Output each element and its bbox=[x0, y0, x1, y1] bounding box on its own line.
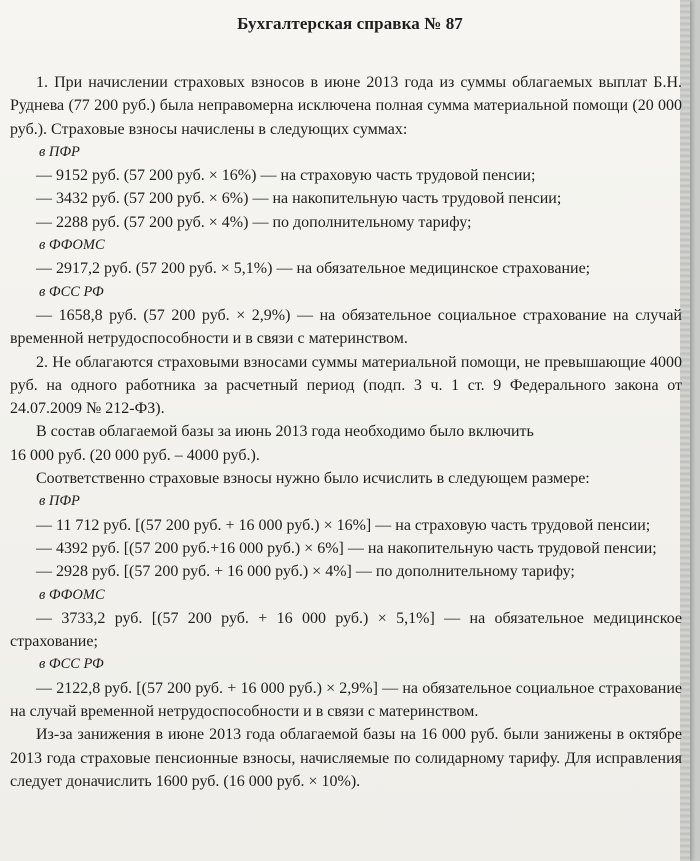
paragraph-3-line-1: В состав облагаемой базы за июнь 2013 года необходимо было включить bbox=[36, 423, 534, 441]
contribution-line: — 11 712 руб. [(57 200 руб. + 16 000 руб.) × 16%] — на страховую часть трудовой пенсии; bbox=[36, 516, 651, 534]
document-body bbox=[10, 71, 682, 793]
fund-label-ffoms: в ФФОМС bbox=[39, 586, 105, 603]
paragraph-3-line-2: 16 000 руб. (20 000 руб. – 4000 руб.). bbox=[10, 446, 260, 464]
contribution-line: — 3432 руб. (57 200 руб. × 6%) — на накопительную часть трудовой пенсии; bbox=[36, 190, 562, 208]
contribution-line: — 3733,2 руб. [(57 200 руб. + 16 000 руб.) × 5,1%] — на обязательное медицинское страхование; bbox=[10, 609, 682, 651]
paragraph-5: Из-за занижения в июне 2013 года облагаемой базы на 16 000 руб. были занижены в октябре 2013 года страховые пенсионные взносы, начисляемые по солидарному тарифу. Для исправления следует доначислить 1600 руб. (16 000 руб. × 10%). bbox=[10, 726, 682, 790]
fund-label-pfr: в ПФР bbox=[39, 493, 80, 510]
fund-label-ffoms: в ФФОМС bbox=[39, 237, 105, 254]
contribution-line: — 1658,8 руб. (57 200 руб. × 2,9%) — на обязательное социальное страхование на случай временной нетрудоспособности и в связи с материнством. bbox=[10, 306, 682, 348]
paragraph-1: 1. При начислении страховых взносов в июне 2013 года из суммы облагаемых выплат Б.Н. Руднева (77 200 руб.) была неправомерна исключена полная сумма материальной помощи (20 000 руб.). Страховые взносы начислены в следующих суммах: bbox=[10, 74, 682, 138]
paragraph-2: 2. Не облагаются страховыми взносами суммы материальной помощи, не превышающие 4000 руб. на одного работника за расчетный период (подп. 3 ч. 1 ст. 9 Федерального закона от 24.07.2009 № 212-ФЗ). bbox=[10, 353, 682, 418]
contribution-line: — 2288 руб. (57 200 руб. × 4%) — по дополнительному тарифу; bbox=[36, 213, 472, 231]
contribution-line: — 2122,8 руб. [(57 200 руб. + 16 000 руб.) × 2,9%] — на обязательное социальное страхование на случай временной нетрудоспособности и в связи с материнством. bbox=[10, 679, 682, 721]
fund-label-pfr: в ПФР bbox=[39, 143, 80, 160]
contribution-line: — 9152 руб. (57 200 руб. × 16%) — на страховую часть трудовой пенсии; bbox=[36, 167, 536, 185]
contribution-line: — 2928 руб. [(57 200 руб. + 16 000 руб.) × 4%] — по дополнительному тарифу; bbox=[36, 563, 575, 581]
contribution-line: — 4392 руб. [(57 200 руб.+16 000 руб.) × 6%] — на накопительную часть трудовой пенсии; bbox=[36, 539, 657, 557]
fund-label-fss: в ФСС РФ bbox=[39, 656, 104, 673]
document-title: Бухгалтерская справка № 87 bbox=[237, 14, 463, 33]
fund-label-fss: в ФСС РФ bbox=[39, 283, 104, 300]
paragraph-4: Соответственно страховые взносы нужно было исчислить в следующем размере: bbox=[36, 470, 590, 488]
contribution-line: — 2917,2 руб. (57 200 руб. × 5,1%) — на обязательное медицинское страхование; bbox=[36, 260, 591, 278]
